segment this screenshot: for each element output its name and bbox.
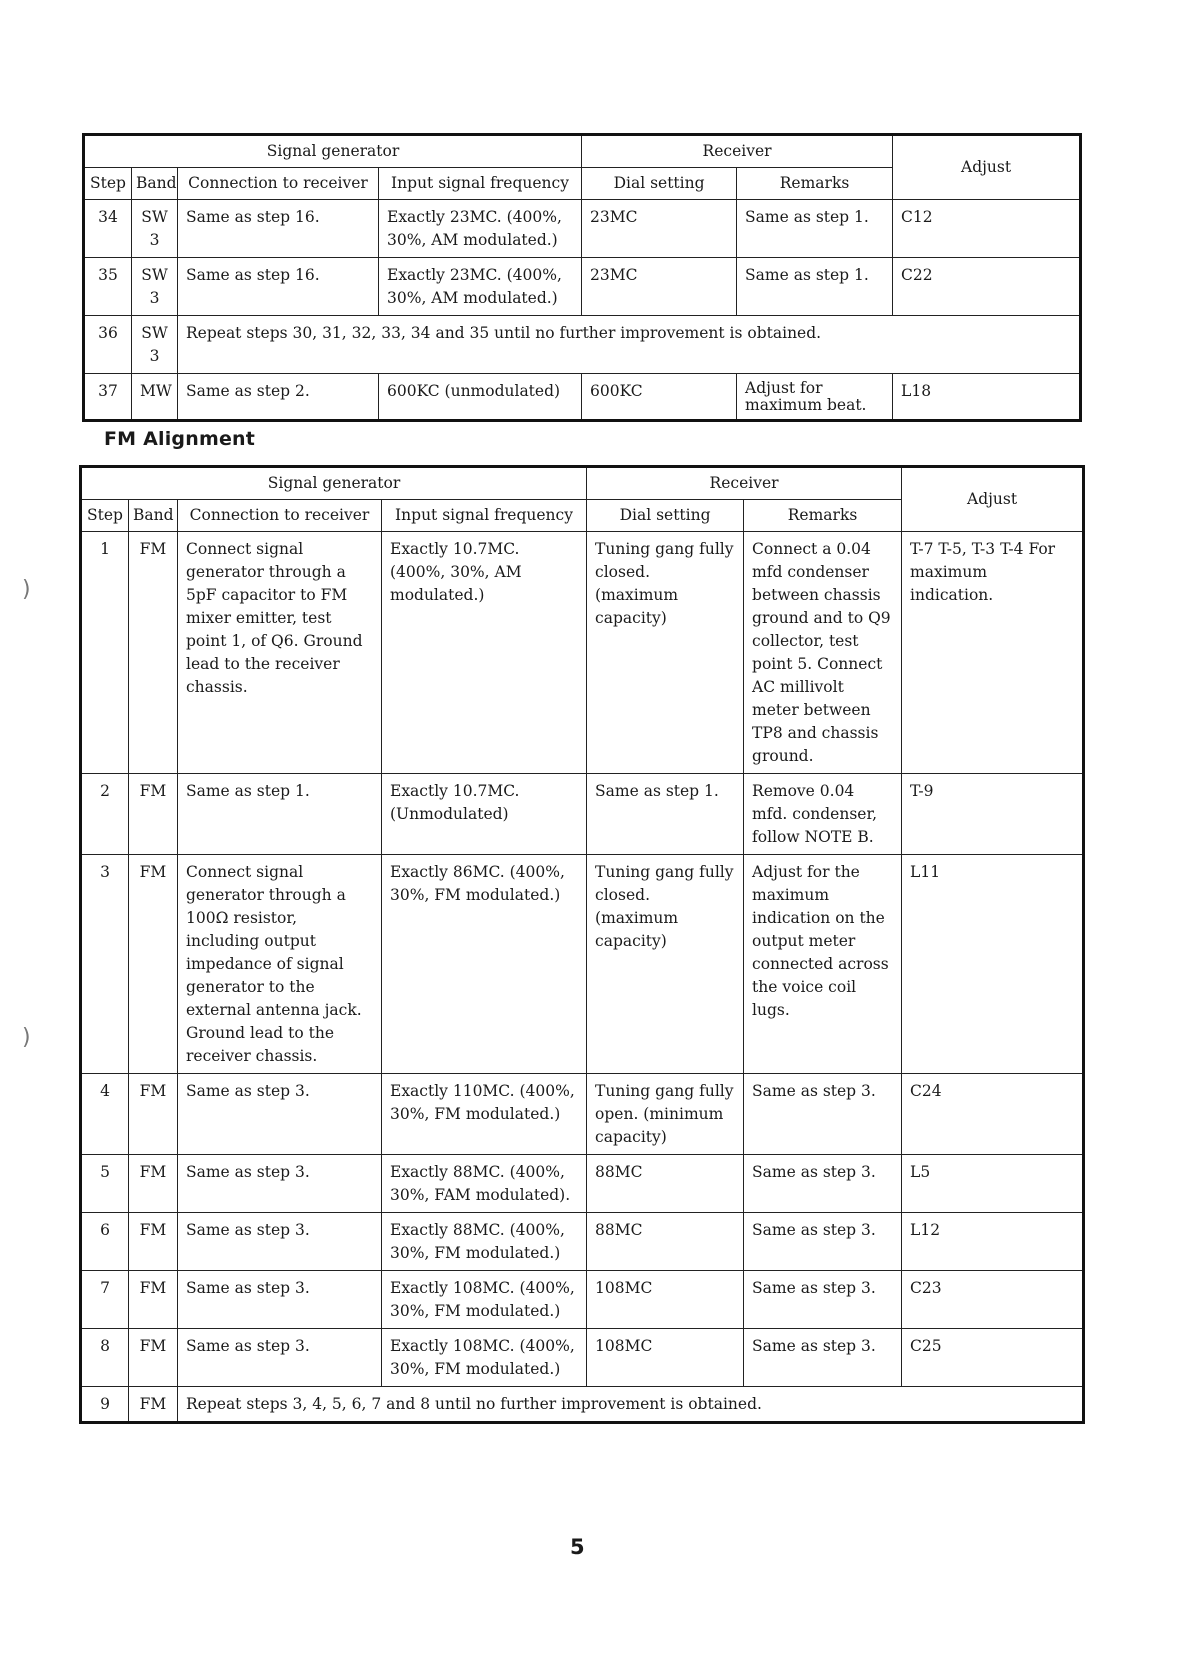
adjust-cell: L12 xyxy=(902,1213,1084,1271)
table-row xyxy=(84,374,1081,421)
table-row xyxy=(81,1155,1084,1213)
band-header: Band xyxy=(132,168,178,200)
remarks-cell: Same as step 1. xyxy=(737,200,893,258)
table-row xyxy=(81,1387,1084,1423)
adjust-cell: L18 xyxy=(893,374,1081,421)
remarks-cell: Same as step 3. xyxy=(744,1329,902,1387)
table-row xyxy=(81,1271,1084,1329)
input-frequency-header: Input signal frequency xyxy=(382,500,587,532)
band-cell: FM xyxy=(129,1155,178,1213)
receiver-header: Receiver xyxy=(587,467,902,500)
step-cell: 5 xyxy=(81,1155,129,1213)
adjust-cell: L5 xyxy=(902,1155,1084,1213)
step-cell: 37 xyxy=(84,374,132,421)
binding-hole-mark: ) xyxy=(22,577,31,602)
fm-alignment-table xyxy=(79,465,1085,1424)
frequency-cell: Exactly 10.7MC. (Unmodulated) xyxy=(382,774,587,855)
dial-cell: 88MC xyxy=(587,1213,744,1271)
frequency-cell: Exactly 88MC. (400%, 30%, FAM modulated). xyxy=(382,1155,587,1213)
remarks-header: Remarks xyxy=(737,168,893,200)
frequency-cell: Exactly 110MC. (400%, 30%, FM modulated.) xyxy=(382,1074,587,1155)
signal-generator-header: Signal generator xyxy=(84,135,582,168)
adjust-cell: T-9 xyxy=(902,774,1084,855)
band-cell: FM xyxy=(129,855,178,1074)
frequency-cell: 600KC (unmodulated) xyxy=(379,374,582,421)
dial-setting-header: Dial setting xyxy=(582,168,737,200)
table-row xyxy=(81,1213,1084,1271)
table-row xyxy=(84,200,1081,258)
remarks-cell: Same as step 3. xyxy=(744,1074,902,1155)
dial-cell: Tuning gang fully closed. (maximum capacity) xyxy=(587,855,744,1074)
frequency-cell: Exactly 108MC. (400%, 30%, FM modulated.) xyxy=(382,1329,587,1387)
frequency-cell: Exactly 10.7MC. (400%, 30%, AM modulated.) xyxy=(382,532,587,774)
dial-cell: 108MC xyxy=(587,1271,744,1329)
adjust-cell: T-7 T-5, T-3 T-4 For maximum indication. xyxy=(902,532,1084,774)
band-cell: FM xyxy=(129,532,178,774)
band-cell: SW 3 xyxy=(132,258,178,316)
connection-cell: Same as step 1. xyxy=(178,774,382,855)
binding-hole-mark: ) xyxy=(22,1025,31,1050)
band-cell: FM xyxy=(129,1329,178,1387)
receiver-header: Receiver xyxy=(582,135,893,168)
frequency-cell: Exactly 86MC. (400%, 30%, FM modulated.) xyxy=(382,855,587,1074)
step-cell: 36 xyxy=(84,316,132,374)
band-cell: SW 3 xyxy=(132,200,178,258)
remarks-header: Remarks xyxy=(744,500,902,532)
step-cell: 4 xyxy=(81,1074,129,1155)
step-cell: 2 xyxy=(81,774,129,855)
table-row xyxy=(81,1329,1084,1387)
connection-cell: Same as step 3. xyxy=(178,1271,382,1329)
dial-setting-header: Dial setting xyxy=(587,500,744,532)
band-header: Band xyxy=(129,500,178,532)
adjust-cell: C24 xyxy=(902,1074,1084,1155)
step-cell: 6 xyxy=(81,1213,129,1271)
table-row xyxy=(81,1074,1084,1155)
remarks-cell: Remove 0.04 mfd. condenser, follow NOTE B. xyxy=(744,774,902,855)
step-header: Step xyxy=(81,500,129,532)
dial-cell: Tuning gang fully open. (minimum capacity) xyxy=(587,1074,744,1155)
dial-cell: 23MC xyxy=(582,258,737,316)
remarks-cell: Same as step 3. xyxy=(744,1213,902,1271)
step-cell: 1 xyxy=(81,532,129,774)
band-cell: FM xyxy=(129,1213,178,1271)
dial-cell: 600KC xyxy=(582,374,737,421)
connection-cell: Same as step 2. xyxy=(178,374,379,421)
dial-cell: Tuning gang fully closed. (maximum capacity) xyxy=(587,532,744,774)
adjust-cell: L11 xyxy=(902,855,1084,1074)
signal-generator-header: Signal generator xyxy=(81,467,587,500)
table-row xyxy=(81,774,1084,855)
adjust-header: Adjust xyxy=(902,467,1084,532)
dial-cell: 108MC xyxy=(587,1329,744,1387)
connection-cell: Connect signal generator through a 100Ω resistor, including output impedance of signal generator to the external antenna jack. Ground lead to the receiver chassis. xyxy=(178,855,382,1074)
table-row xyxy=(81,532,1084,774)
fm-alignment-title: FM Alignment xyxy=(104,428,256,450)
band-cell: SW 3 xyxy=(132,316,178,374)
input-frequency-header: Input signal frequency xyxy=(379,168,582,200)
connection-cell: Connect signal generator through a 5pF capacitor to FM mixer emitter, test point 1, of Q6. Ground lead to the receiver chassis. xyxy=(178,532,382,774)
page-number: 5 xyxy=(570,1535,585,1559)
band-cell: FM xyxy=(129,1074,178,1155)
adjust-cell: C12 xyxy=(893,200,1081,258)
connection-cell: Same as step 3. xyxy=(178,1155,382,1213)
connection-cell: Same as step 3. xyxy=(178,1213,382,1271)
frequency-cell: Exactly 23MC. (400%, 30%, AM modulated.) xyxy=(379,200,582,258)
am-alignment-table xyxy=(82,133,1082,422)
band-cell: FM xyxy=(129,1387,178,1423)
adjust-cell: C25 xyxy=(902,1329,1084,1387)
adjust-cell: C22 xyxy=(893,258,1081,316)
table-row xyxy=(81,855,1084,1074)
table-row xyxy=(84,258,1081,316)
step-cell: 7 xyxy=(81,1271,129,1329)
connection-cell: Same as step 16. xyxy=(178,258,379,316)
repeat-note-cell: Repeat steps 30, 31, 32, 33, 34 and 35 until no further improvement is obtained. xyxy=(178,316,1081,374)
step-cell: 34 xyxy=(84,200,132,258)
frequency-cell: Exactly 108MC. (400%, 30%, FM modulated.) xyxy=(382,1271,587,1329)
step-cell: 35 xyxy=(84,258,132,316)
dial-cell: 88MC xyxy=(587,1155,744,1213)
connection-cell: Same as step 3. xyxy=(178,1074,382,1155)
band-cell: FM xyxy=(129,774,178,855)
step-cell: 8 xyxy=(81,1329,129,1387)
remarks-cell: Adjust for maximum beat. xyxy=(737,374,893,421)
connection-header: Connection to receiver xyxy=(178,500,382,532)
connection-cell: Same as step 16. xyxy=(178,200,379,258)
dial-cell: Same as step 1. xyxy=(587,774,744,855)
remarks-cell: Adjust for the maximum indication on the output meter connected across the voice coil lugs. xyxy=(744,855,902,1074)
table-row xyxy=(84,316,1081,374)
repeat-note-cell: Repeat steps 3, 4, 5, 6, 7 and 8 until no further improvement is obtained. xyxy=(178,1387,1084,1423)
adjust-header: Adjust xyxy=(893,135,1081,200)
connection-header: Connection to receiver xyxy=(178,168,379,200)
band-cell: MW xyxy=(132,374,178,421)
connection-cell: Same as step 3. xyxy=(178,1329,382,1387)
band-cell: FM xyxy=(129,1271,178,1329)
remarks-cell: Same as step 3. xyxy=(744,1155,902,1213)
frequency-cell: Exactly 88MC. (400%, 30%, FM modulated.) xyxy=(382,1213,587,1271)
step-cell: 9 xyxy=(81,1387,129,1423)
step-header: Step xyxy=(84,168,132,200)
step-cell: 3 xyxy=(81,855,129,1074)
remarks-cell: Connect a 0.04 mfd condenser between chassis ground and to Q9 collector, test point 5. Connect AC millivolt meter between TP8 and chassis ground. xyxy=(744,532,902,774)
frequency-cell: Exactly 23MC. (400%, 30%, AM modulated.) xyxy=(379,258,582,316)
remarks-cell: Same as step 3. xyxy=(744,1271,902,1329)
dial-cell: 23MC xyxy=(582,200,737,258)
adjust-cell: C23 xyxy=(902,1271,1084,1329)
remarks-cell: Same as step 1. xyxy=(737,258,893,316)
